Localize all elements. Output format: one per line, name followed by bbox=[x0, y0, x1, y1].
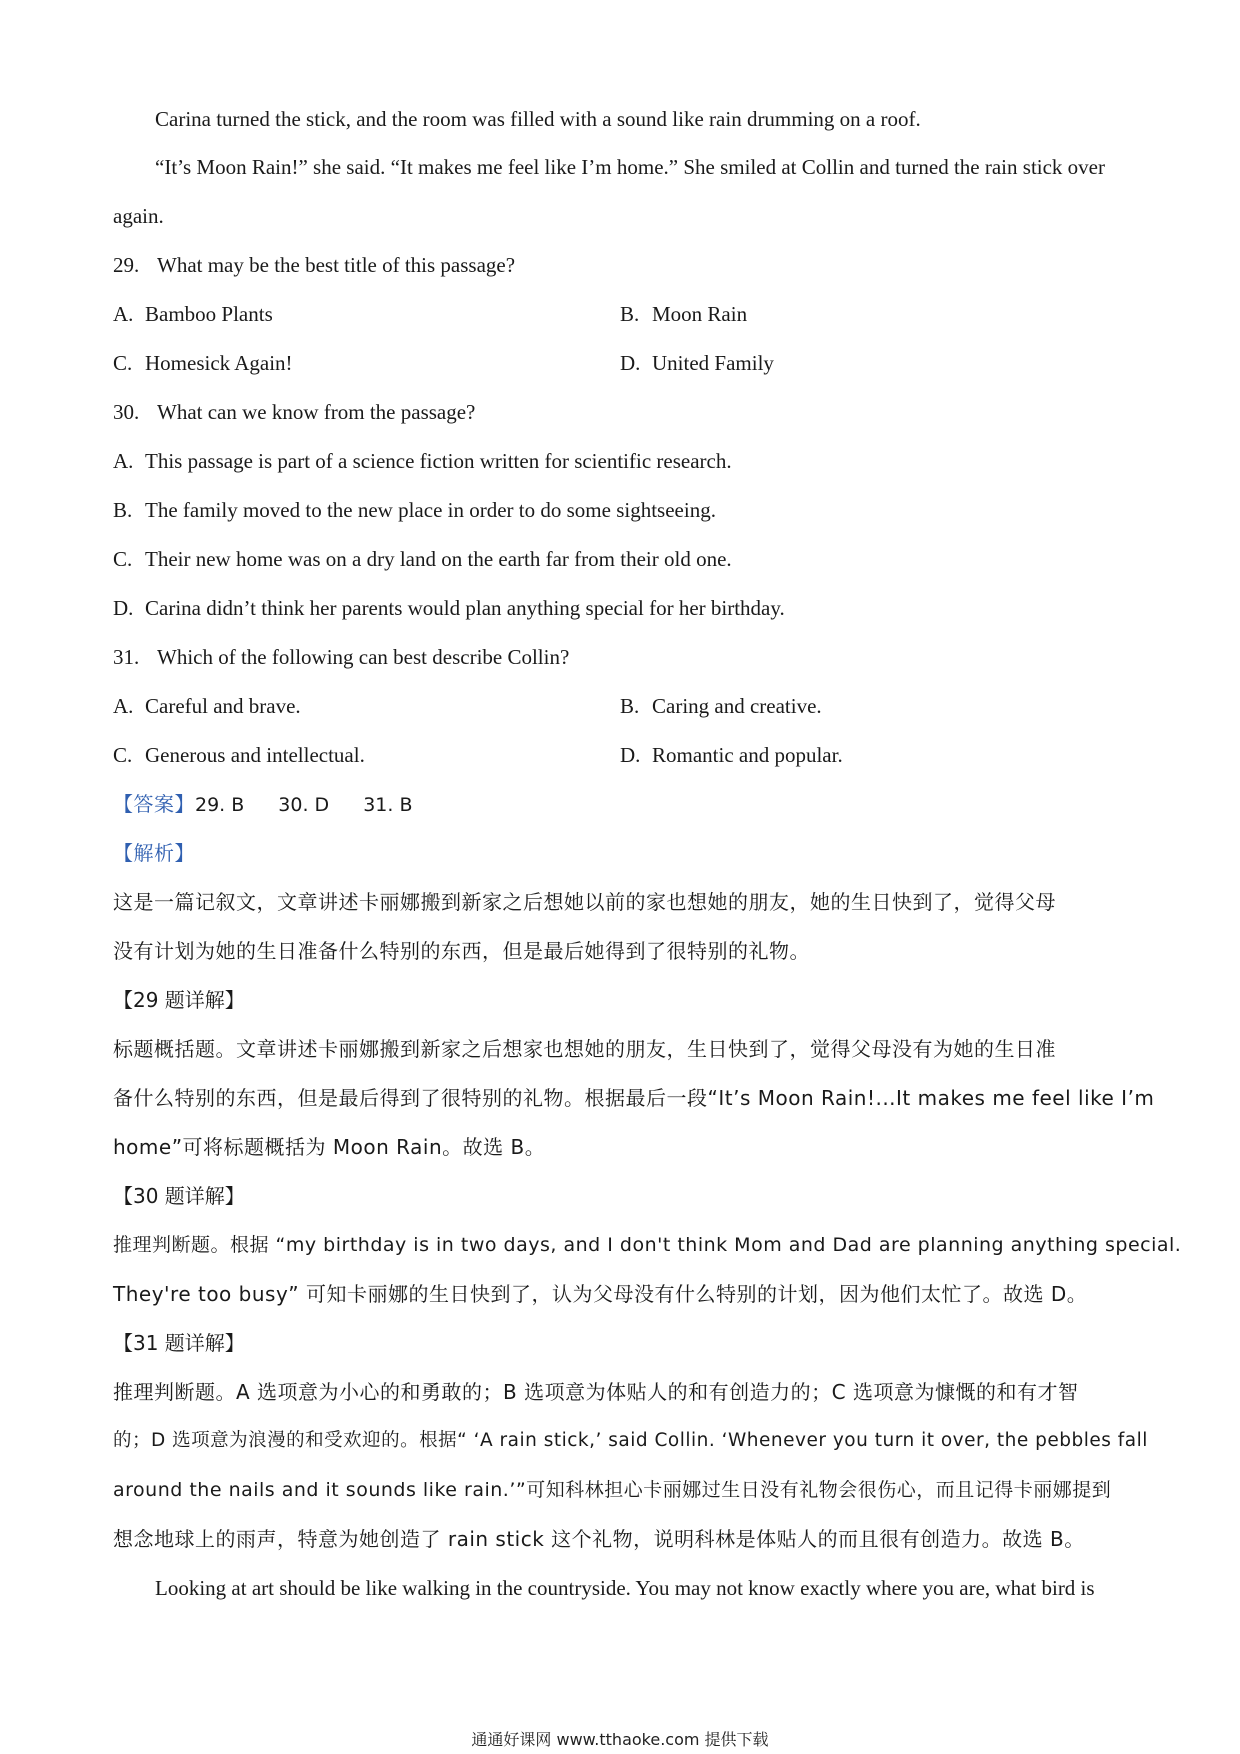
question-number: 29. bbox=[113, 253, 140, 277]
question-29 bbox=[113, 250, 1128, 280]
q31-detail: 推理判断题。A 选项意为小心的和勇敢的；B 选项意为体贴人的和有创造力的；C 选项意为慷慨的和有才智 bbox=[113, 1380, 1079, 1404]
answer-label: 【答案】 bbox=[113, 792, 195, 816]
q29-detail-heading: 【29 题详解】 bbox=[113, 988, 245, 1012]
q31-detail: 想念地球上的雨声，特意为她创造了 rain stick 这个礼物，说明科林是体贴人的而且很有创造力。故选 B。 bbox=[113, 1527, 1085, 1551]
question-text: What may be the best title of this passage? bbox=[157, 253, 516, 277]
passage-paragraph: Carina turned the stick, and the room was filled with a sound like rain drumming on a roof. bbox=[155, 107, 921, 131]
option-31-c: C. Generous and intellectual. bbox=[113, 743, 365, 767]
answer-value: 30. D bbox=[278, 794, 330, 816]
option-29-b: B. Moon Rain bbox=[620, 302, 748, 326]
option-31-b: B. Caring and creative. bbox=[620, 694, 822, 718]
analysis-summary: 这是一篇记叙文，文章讲述卡丽娜搬到新家之后想她以前的家也想她的朋友，她的生日快到了，觉得父母 bbox=[113, 890, 1056, 914]
options-row bbox=[113, 740, 1128, 770]
option-31-a: A. Careful and brave. bbox=[113, 694, 301, 718]
question-text: What can we know from the passage? bbox=[157, 400, 476, 424]
q30-detail: They're too busy” 可知卡丽娜的生日快到了，认为父母没有什么特别的计划，因为他们太忙了。故选 D。 bbox=[113, 1282, 1088, 1306]
q31-detail: 的；D 选项意为浪漫的和受欢迎的。根据“ ‘A rain stick,’ said Collin. ‘Whenever you turn it over, the pebbles fall bbox=[113, 1430, 1148, 1451]
question-31 bbox=[113, 642, 1128, 672]
question-number: 30. bbox=[113, 400, 140, 424]
options-row bbox=[113, 299, 1128, 329]
option-31-d: D. Romantic and popular. bbox=[620, 743, 843, 767]
option-30-b: B. The family moved to the new place in order to do some sightseeing. bbox=[113, 498, 716, 522]
option-29-a: A. Bamboo Plants bbox=[113, 302, 273, 326]
question-number: 31. bbox=[113, 645, 140, 669]
options-row bbox=[113, 348, 1128, 378]
q29-detail: 备什么特别的东西，但是最后得到了很特别的礼物。根据最后一段“It’s Moon Rain!...It makes me feel like I’m bbox=[113, 1086, 1155, 1110]
analysis-label: 【解析】 bbox=[113, 841, 195, 865]
question-text: Which of the following can best describe Collin? bbox=[157, 645, 570, 669]
question-30 bbox=[113, 397, 1128, 427]
q30-detail-heading: 【30 题详解】 bbox=[113, 1184, 245, 1208]
option-30-a: A. This passage is part of a science fiction written for scientific research. bbox=[113, 449, 732, 473]
answer-value: 31. B bbox=[363, 794, 413, 816]
answer-value: 29. B bbox=[195, 794, 245, 816]
q29-detail: 标题概括题。文章讲述卡丽娜搬到新家之后想家也想她的朋友，生日快到了，觉得父母没有为她的生日准 bbox=[113, 1037, 1056, 1061]
option-30-c: C. Their new home was on a dry land on the earth far from their old one. bbox=[113, 547, 732, 571]
option-29-c: C. Homesick Again! bbox=[113, 351, 293, 375]
answer-line bbox=[113, 789, 1128, 820]
next-passage-paragraph: Looking at art should be like walking in the countryside. You may not know exactly where you are, what bird is bbox=[155, 1576, 1095, 1600]
q31-detail: around the nails and it sounds like rain.’”可知科林担心卡丽娜过生日没有礼物会很伤心，而且记得卡丽娜提到 bbox=[113, 1479, 1112, 1501]
q29-detail: home”可将标题概括为 Moon Rain。故选 B。 bbox=[113, 1135, 546, 1159]
q30-detail: 推理判断题。根据 “my birthday is in two days, and I don't think Mom and Dad are planning anything special. bbox=[113, 1234, 1182, 1256]
passage-paragraph: “It’s Moon Rain!” she said. “It makes me feel like I’m home.” She smiled at Collin and turned the rain stick over bbox=[155, 155, 1105, 179]
q31-detail-heading: 【31 题详解】 bbox=[113, 1331, 245, 1355]
options-row bbox=[113, 691, 1128, 721]
option-30-d: D. Carina didn’t think her parents would plan anything special for her birthday. bbox=[113, 596, 785, 620]
passage-paragraph-continuation: again. bbox=[113, 204, 164, 228]
analysis-summary: 没有计划为她的生日准备什么特别的东西，但是最后她得到了很特别的礼物。 bbox=[113, 939, 810, 963]
page-footer: 通通好课网 www.tthaoke.com 提供下载 bbox=[471, 1730, 769, 1749]
analysis-label-line bbox=[113, 838, 1128, 868]
option-29-d: D. United Family bbox=[620, 351, 774, 375]
